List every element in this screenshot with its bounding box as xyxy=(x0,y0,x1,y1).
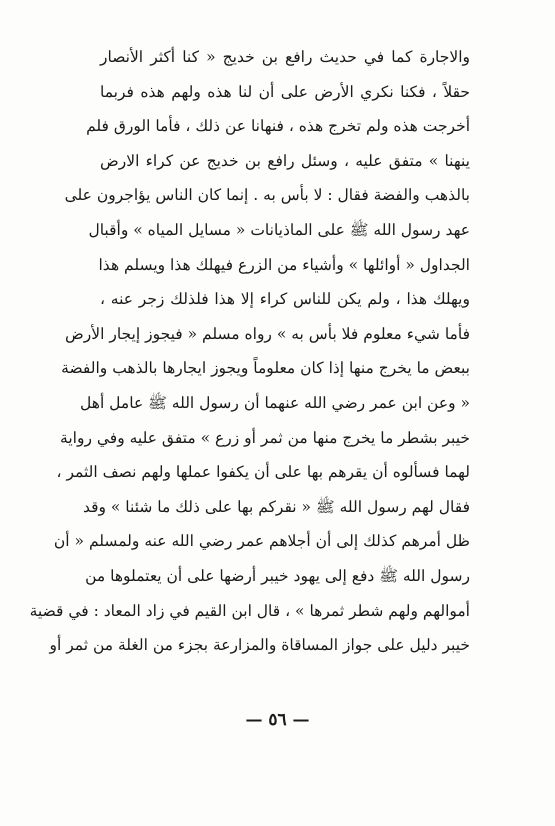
text-line: فأما شيء معلوم فلا بأس به » رواه مسلم « فيجوز إيجار الأرض xyxy=(65,324,470,343)
text-line: رسول الله ﷺ دفع إلى يهود خيبر أرضها على أن يعتملوها من xyxy=(85,566,470,585)
text-line: ببعض ما يخرج منها إذا كان معلوماً ويجوز ايجارها بالذهب والفضة xyxy=(61,359,470,378)
text-line: « وعن ابن عمر رضي الله عنهما أن رسول الله ﷺ عامل أهل xyxy=(80,393,470,412)
text-line: ويهلك هذا ، ولم يكن للناس كراء إلا هذا فلذلك زجر عنه ، xyxy=(100,290,470,309)
text-line: الجداول « أوائلها » وأشياء من الزرع فيهلك هذا ويسلم هذا xyxy=(98,255,470,274)
text-line: لهما فسألوه أن يقرهم بها على أن يكفوا عملها ولهم نصف الثمر ، xyxy=(56,463,470,482)
text-line: ينهنا » متفق عليه ، وسئل رافع بن خديج عن كراء الارض xyxy=(100,151,470,170)
text-line: أخرجت هذه ولم تخرج هذه ، فنهانا عن ذلك ، فأما الورق فلم xyxy=(86,117,470,136)
body-text xyxy=(29,40,470,663)
text-line: حقلاً ، فكنا نكري الأرض على أن لنا هذه ولهم هذه فربما xyxy=(100,82,470,101)
text-line: خيبر بشطر ما يخرج منها من ثمر أو زرع » متفق عليه وفي رواية xyxy=(60,428,470,447)
page-number: — ٥٦ — xyxy=(245,710,310,730)
text-line: والاجارة كما في حديث رافع بن خديج « كنا أكثر الأنصار xyxy=(100,48,470,66)
text-line: ظل أمرهم كذلك إلى أن أجلاهم عمر رضي الله عنه ولمسلم « أن xyxy=(53,532,470,551)
text-line: فقال لهم رسول الله ﷺ « نقركم بها على ذلك ما شئنا » وقد xyxy=(82,497,470,516)
text-line: عهد رسول الله ﷺ على الماذيانات « مسايل المياه » وأقبال xyxy=(88,220,470,239)
text-line: خيبر دليل على جواز المساقاة والمزارعة بجزء من الغلة من ثمر أو xyxy=(49,636,470,655)
text-line: أموالهم ولهم شطر ثمرها » ، قال ابن القيم في زاد المعاد : في قضية xyxy=(29,601,470,620)
text-line: بالذهب والفضة فقال : لا بأس به . إنما كان الناس يؤاجرون على xyxy=(64,186,470,205)
